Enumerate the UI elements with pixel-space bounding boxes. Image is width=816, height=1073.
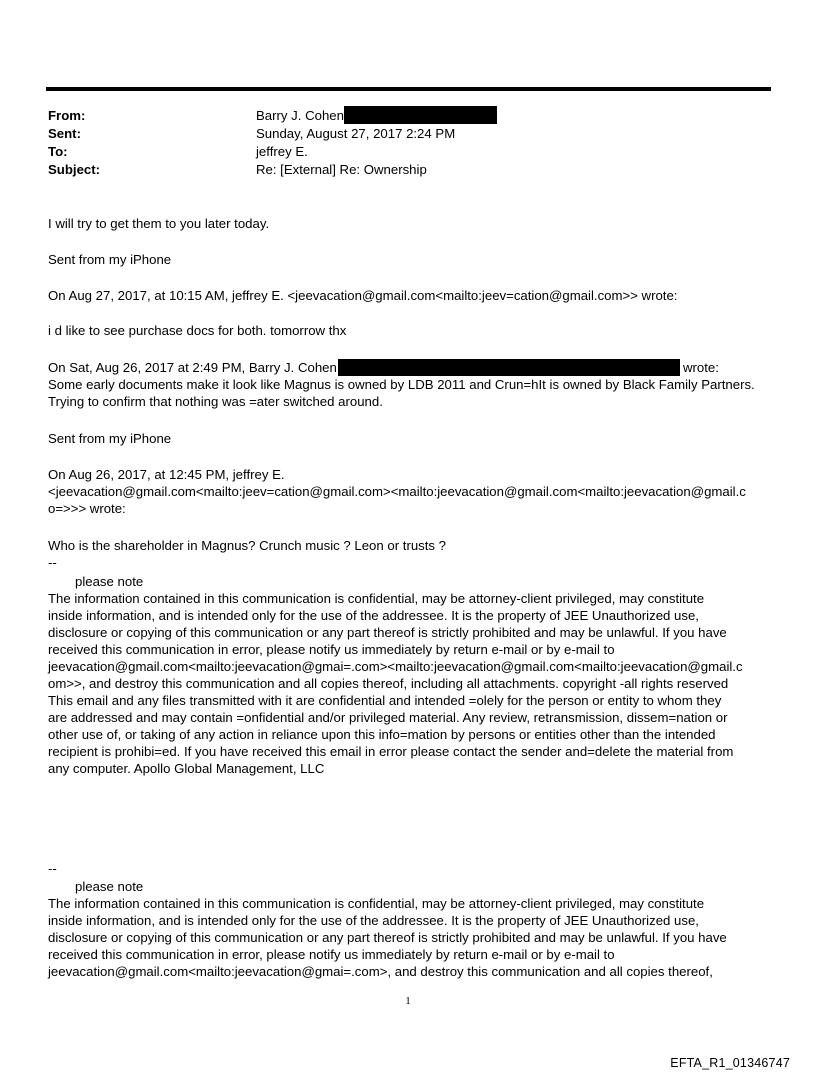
header-rule (46, 87, 771, 91)
page-number: 1 (405, 995, 411, 1007)
body-line: other use of, or taking of any action in reliance upon this info=mation by persons or entities other than the intended (48, 727, 716, 742)
body-line: Some early documents make it look like Magnus is owned by LDB 2011 and Crun=hIt is owned by Black Family Partners. (48, 377, 755, 392)
body-line: On Aug 26, 2017, at 12:45 PM, jeffrey E. (48, 467, 285, 482)
subject-value: Re: [External] Re: Ownership (256, 162, 427, 177)
body-line: om>>, and destroy this communication and all copies thereof, including all attachments. copyright -all rights reserved (48, 676, 729, 691)
body-line: any computer. Apollo Global Management, LLC (48, 761, 325, 776)
body-line: jeevacation@gmail.com<mailto:jeevacation@gmai=.com><mailto:jeevacation@gmail.com<mailto:jeevacation@gmail.c (48, 659, 743, 674)
body-line: please note (75, 574, 144, 589)
body-line: inside information, and is intended only for the use of the addressee. It is the property of JEE Unauthorized use, (48, 608, 699, 623)
body-line: recipient is prohibi=ed. If you have received this email in error please contact the sender and=delete the material from (48, 744, 734, 759)
body-line: I will try to get them to you later today. (48, 216, 270, 231)
body-line: -- (48, 555, 57, 570)
body-line: -- (48, 861, 57, 876)
body-line: This email and any files transmitted with it are confidential and intended =olely for the person or entity to whom they (48, 693, 722, 708)
body-line: Sent from my iPhone (48, 252, 172, 267)
body-line: received this communication in error, please notify us immediately by return e-mail or by e-mail to (48, 947, 615, 962)
body-line: Who is the shareholder in Magnus? Crunch music ? Leon or trusts ? (48, 538, 447, 553)
subject-label: Subject: (48, 162, 101, 177)
body-line: Sent from my iPhone (48, 431, 172, 446)
body-line: <jeevacation@gmail.com<mailto:jeev=cation@gmail.com><mailto:jeevacation@gmail.com<mailto:jeevacation@gmail.c (48, 484, 746, 499)
from-value: Barry J. Cohen (256, 108, 344, 123)
body-line: disclosure or copying of this communication or any part thereof is strictly prohibited and may be unlawful. If you have (48, 930, 727, 945)
from-label: From: (48, 108, 86, 123)
body-line: are addressed and may contain =onfidential and/or privileged material. Any review, retransmission, dissem=nation or (48, 710, 728, 725)
document-id: EFTA_R1_01346747 (670, 1056, 790, 1070)
sent-value: Sunday, August 27, 2017 2:24 PM (256, 126, 456, 141)
body-line: o=>>> wrote: (48, 501, 126, 516)
body-line: Trying to confirm that nothing was =ater switched around. (48, 394, 383, 409)
body-line: The information contained in this communication is confidential, may be attorney-client privileged, may constitute (48, 896, 705, 911)
body-line: inside information, and is intended only for the use of the addressee. It is the property of JEE Unauthorized use, (48, 913, 699, 928)
redaction-bar (338, 359, 680, 376)
body-line: wrote: (683, 360, 719, 375)
sent-label: Sent: (48, 126, 81, 141)
body-line: On Aug 27, 2017, at 10:15 AM, jeffrey E. <jeevacation@gmail.com<mailto:jeev=cation@gmail.com>> wrote: (48, 288, 678, 303)
body-line: disclosure or copying of this communication or any part thereof is strictly prohibited and may be unlawful. If you have (48, 625, 727, 640)
to-label: To: (48, 144, 68, 159)
body-line: i d like to see purchase docs for both. tomorrow thx (48, 323, 347, 338)
body-line: On Sat, Aug 26, 2017 at 2:49 PM, Barry J. Cohen (48, 360, 337, 375)
body-line: received this communication in error, please notify us immediately by return e-mail or by e-mail to (48, 642, 615, 657)
body-line: jeevacation@gmail.com<mailto:jeevacation@gmai=.com>, and destroy this communication and all copies thereof, (48, 964, 713, 979)
body-line: please note (75, 879, 144, 894)
body-line: The information contained in this communication is confidential, may be attorney-client privileged, may constitute (48, 591, 705, 606)
to-value: jeffrey E. (256, 144, 308, 159)
redaction-bar (344, 106, 497, 124)
